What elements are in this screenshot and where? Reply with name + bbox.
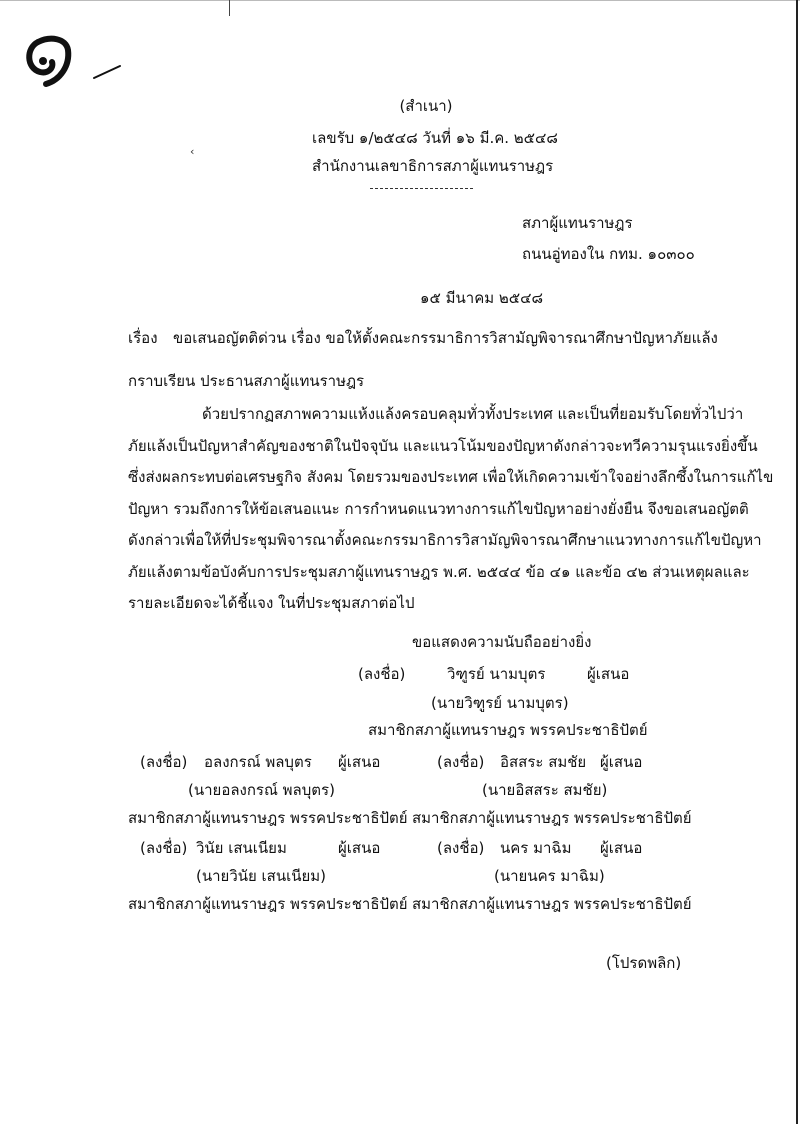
proposer-label: ผู้เสนอ: [600, 839, 643, 857]
turn-page-note: (โปรดพลิก): [606, 954, 682, 972]
header-divider: [370, 188, 473, 189]
left1-signer-position: สมาชิกสภาผู้แทนราษฎร พรรคประชาธิปัตย์: [128, 809, 408, 827]
body-line: ซึ่งส่งผลกระทบต่อเศรษฐกิจ สังคม โดยรวมของประเทศ เพื่อให้เกิดความเข้าใจอย่างลึกซึ้งในการแก้ไข: [128, 468, 774, 486]
sign-label: (ลงชื่อ): [437, 753, 485, 771]
salutation: กราบเรียน ประธานสภาผู้แทนราษฎร: [128, 372, 365, 390]
copy-mark: (สำเนา): [399, 97, 453, 115]
main-signer-position: สมาชิกสภาผู้แทนราษฎร พรรคประชาธิปัตย์: [368, 721, 648, 739]
proposer-label: ผู้เสนอ: [338, 839, 381, 857]
right1-signer-full-name: (นายอิสสระ สมชัย): [482, 781, 608, 799]
right2-signer-full-name: (นายนคร มาฉิม): [494, 867, 605, 885]
right2-signer-name: นคร มาฉิม: [500, 839, 572, 857]
scan-mark: [229, 0, 230, 16]
subject-label: เรื่อง: [128, 329, 158, 347]
left1-signer-name: อลงกรณ์ พลบุตร: [204, 753, 312, 771]
right2-signer-position: สมาชิกสภาผู้แทนราษฎร พรรคประชาธิปัตย์: [412, 895, 692, 913]
left1-signer-full-name: (นายอลงกรณ์ พลบุตร): [188, 781, 335, 799]
body-line: ภัยแล้งตามข้อบังคับการประชุมสภาผู้แทนราษฎร พ.ศ. ๒๕๔๔ ข้อ ๔๑ และข้อ ๔๒ ส่วนเหตุผลและ: [128, 563, 750, 581]
scan-edge-top: [0, 0, 800, 1]
proposer-label: ผู้เสนอ: [338, 753, 381, 771]
main-signer-full-name: (นายวิฑูรย์ นามบุตร): [431, 694, 569, 712]
sign-label: (ลงชื่อ): [140, 753, 188, 771]
sign-label: (ลงชื่อ): [358, 665, 406, 683]
stray-mark: ‹: [190, 145, 195, 158]
body-line: ภัยแล้งเป็นปัญหาสำคัญของชาติในปัจจุบัน และแนวโน้มของปัญหาดังกล่าวจะทวีความรุนแรงยิ่งขึ้น: [128, 437, 758, 455]
main-signer-name: วิฑูรย์ นามบุตร: [447, 665, 546, 683]
closing: ขอแสดงความนับถืออย่างยิ่ง: [412, 633, 592, 651]
address-line-2: ถนนอู่ทองใน กทม. ๑๐๓๐๐: [522, 245, 695, 263]
letter-date: ๑๕ มีนาคม ๒๕๔๘: [420, 289, 544, 307]
left2-signer-full-name: (นายวินัย เสนเนียม): [196, 867, 326, 885]
handwritten-page-number: [16, 22, 136, 92]
sign-label: (ลงชื่อ): [140, 839, 188, 857]
body-line: ปัญหา รวมถึงการให้ข้อเสนอแนะ การกำหนดแนวทางการแก้ไขปัญหาอย่างยั่งยืน จึงขอเสนอญัตติ: [128, 500, 749, 518]
right1-signer-position: สมาชิกสภาผู้แทนราษฎร พรรคประชาธิปัตย์: [412, 809, 692, 827]
subject-text: ขอเสนอญัตติด่วน เรื่อง ขอให้ตั้งคณะกรรมาธิการวิสามัญพิจารณาศึกษาปัญหาภัยแล้ง: [173, 329, 718, 347]
sign-label: (ลงชื่อ): [437, 839, 485, 857]
left2-signer-name: วินัย เสนเนียม: [196, 839, 287, 857]
left2-signer-position: สมาชิกสภาผู้แทนราษฎร พรรคประชาธิปัตย์: [128, 895, 408, 913]
body-line: รายละเอียดจะได้ชี้แจง ในที่ประชุมสภาต่อไป: [128, 594, 415, 612]
right1-signer-name: อิสสระ สมชัย: [500, 753, 587, 771]
scan-edge-right: [796, 0, 798, 1124]
receiving-office: สำนักงานเลขาธิการสภาผู้แทนราษฎร: [312, 157, 554, 175]
body-line: ดังกล่าวเพื่อให้ที่ประชุมพิจารณาตั้งคณะกรรมาธิการวิสามัญพิจารณาศึกษาแนวทางการแก้ไขปัญหา: [128, 531, 762, 549]
address-line-1: สภาผู้แทนราษฎร: [522, 214, 633, 232]
receipt-line: เลขรับ ๑/๒๕๔๘ วันที่ ๑๖ มี.ค. ๒๕๔๘: [312, 129, 558, 147]
proposer-label: ผู้เสนอ: [600, 753, 643, 771]
proposer-label: ผู้เสนอ: [587, 665, 630, 683]
body-line: ด้วยปรากฏสภาพความแห้งแล้งครอบคลุมทั่วทั้งประเทศ และเป็นที่ยอมรับโดยทั่วไปว่า: [202, 405, 744, 423]
